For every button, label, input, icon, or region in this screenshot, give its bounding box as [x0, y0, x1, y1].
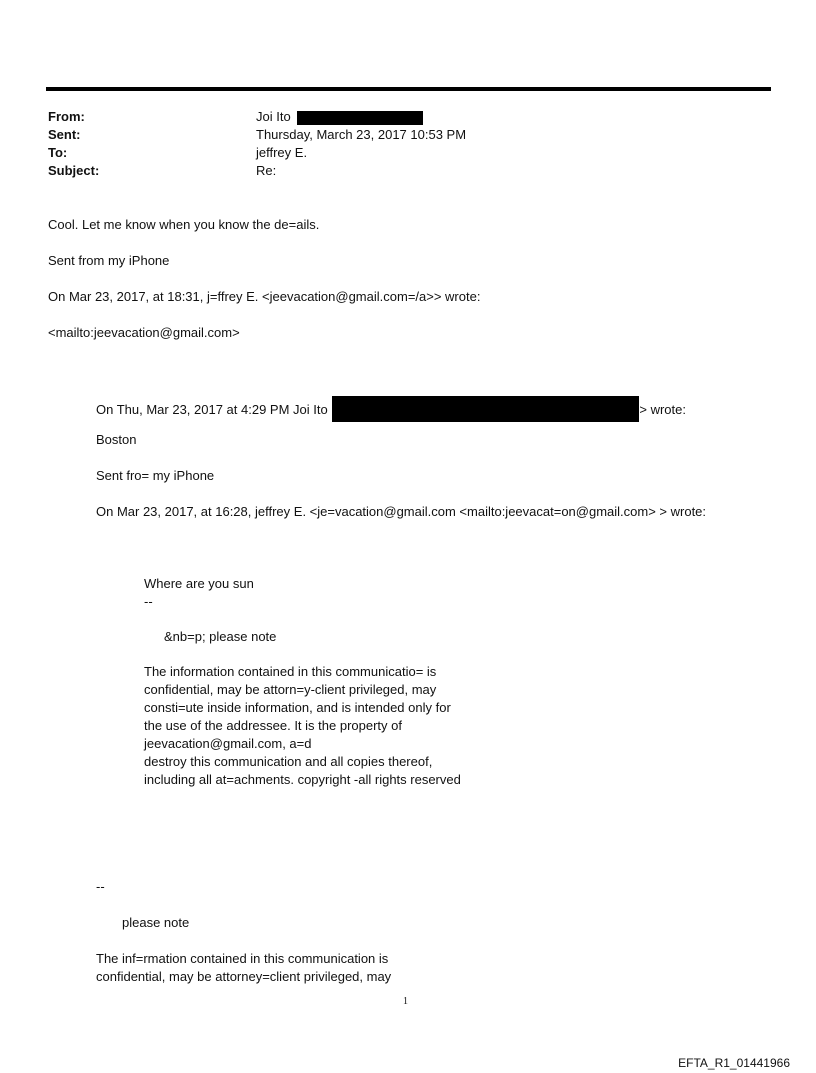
- nbsp-note: &nb=p; please note: [164, 629, 277, 644]
- body-line-2: Sent from my iPhone: [48, 253, 170, 268]
- redaction-box: [297, 111, 423, 125]
- quote1-suffix: > wrote:: [639, 402, 686, 417]
- to-row: [48, 144, 748, 162]
- to-value: jeffrey E.: [256, 145, 308, 160]
- disclaimer-1-line: destroy this communication and all copies thereof,: [144, 754, 433, 769]
- dashes-1: --: [144, 594, 153, 609]
- disclaimer-1-line: The information contained in this communicatio= is: [144, 664, 437, 679]
- sent-label: Sent:: [48, 127, 81, 142]
- document-id: EFTA_R1_01441966: [678, 1056, 790, 1070]
- from-name: Joi Ito: [256, 109, 291, 124]
- disclaimer-1: [144, 663, 461, 789]
- redaction-box: [332, 396, 639, 422]
- email-header: [48, 108, 748, 180]
- from-row: [48, 108, 748, 126]
- to-label: To:: [48, 145, 68, 160]
- disclaimer-2-line: The inf=rmation contained in this communication is: [96, 951, 389, 966]
- body-line-1: Cool. Let me know when you know the de=ails.: [48, 217, 320, 232]
- sent-fro-line: Sent fro= my iPhone: [96, 468, 215, 483]
- body-line-3: On Mar 23, 2017, at 18:31, j=ffrey E. <jeevacation@gmail.com=/a>> wrote:: [48, 289, 481, 304]
- disclaimer-2-line: confidential, may be attorney=client privileged, may: [96, 969, 392, 984]
- subject-label: Subject:: [48, 163, 100, 178]
- quote1-header: [96, 396, 686, 422]
- sent-value: Thursday, March 23, 2017 10:53 PM: [256, 127, 467, 142]
- where-line: Where are you sun: [144, 576, 254, 591]
- subject-row: [48, 162, 748, 180]
- disclaimer-1-line: consti=ute inside information, and is intended only for: [144, 700, 451, 715]
- header-rule: [46, 87, 771, 91]
- page-number: 1: [403, 996, 408, 1007]
- disclaimer-1-line: including all at=achments. copyright -all rights reserved: [144, 772, 461, 787]
- disclaimer-1-line: confidential, may be attorn=y-client privileged, may: [144, 682, 437, 697]
- from-label: From:: [48, 109, 85, 124]
- disclaimer-1-line: jeevacation@gmail.com, a=d: [144, 736, 312, 751]
- body-line-4: <mailto:jeevacation@gmail.com>: [48, 325, 240, 340]
- subject-value: Re:: [256, 163, 277, 178]
- disclaimer-1-line: the use of the addressee. It is the property of: [144, 718, 402, 733]
- quote2-header: On Mar 23, 2017, at 16:28, jeffrey E. <je=vacation@gmail.com <mailto:jeevacat=on@gmail.com> > wrote:: [96, 504, 707, 519]
- sent-row: [48, 126, 748, 144]
- boston-line: Boston: [96, 432, 137, 447]
- quote1-prefix: On Thu, Mar 23, 2017 at 4:29 PM Joi Ito: [96, 402, 328, 417]
- please-note: please note: [122, 915, 190, 930]
- from-value: [256, 108, 423, 126]
- dashes-2: --: [96, 879, 105, 894]
- disclaimer-2: [96, 950, 391, 986]
